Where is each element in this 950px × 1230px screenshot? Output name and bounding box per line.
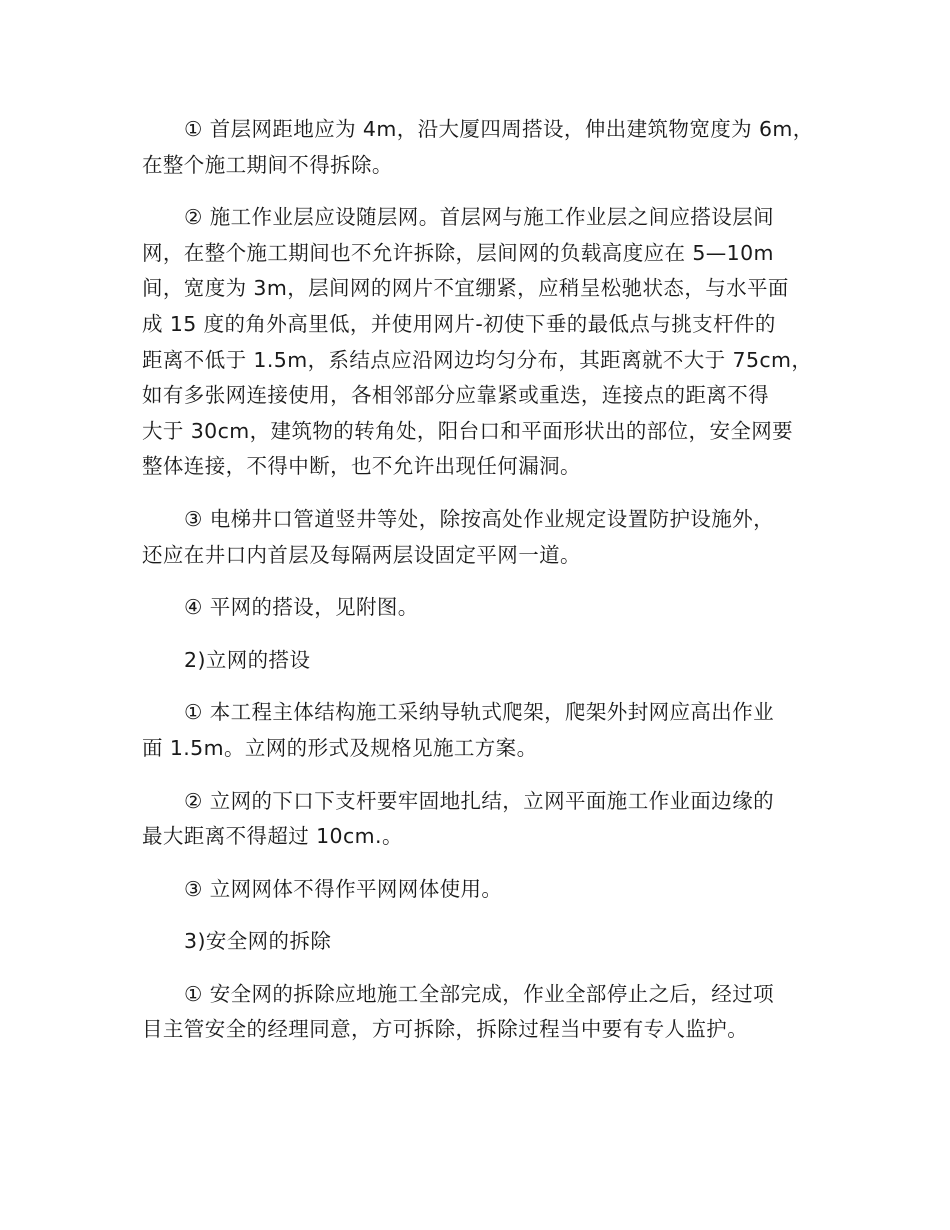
paragraph	[142, 112, 814, 183]
paragraph	[142, 200, 813, 485]
paragraph	[142, 784, 804, 855]
text-line: ③ 电梯井口管道竖井等处，除按高处作业规定设置防护设施外，	[184, 506, 774, 531]
paragraph	[142, 590, 804, 626]
text-line: 网，在整个施工期间也不允许拆除，层间网的负载高度应在 5—10m	[142, 240, 774, 265]
text-line: ② 立网的下口下支杆要牢固地扎结，立网平面施工作业面边缘的	[184, 788, 774, 813]
paragraph	[142, 502, 804, 573]
paragraph	[142, 643, 804, 679]
text-line: 3)安全网的拆除	[184, 929, 332, 954]
text-line: 在整个施工期间不得拆除。	[142, 152, 393, 177]
text-line: 最大距离不得超过 10cm.。	[142, 824, 403, 849]
document-body	[142, 112, 814, 1065]
text-line: 还应在井口内首层及每隔两层设固定平网一道。	[142, 542, 581, 567]
text-line: 成 15 度的角外高里低，并使用网片-初使下垂的最低点与挑支杆件的	[142, 311, 776, 336]
text-line: ① 安全网的拆除应地施工全部完成，作业全部停止之后，经过项	[184, 981, 774, 1006]
text-line: 间，宽度为 3m，层间网的网片不宜绷紧，应稍呈松驰状态，与水平面	[142, 276, 789, 301]
text-line: ④ 平网的搭设，见附图。	[184, 595, 419, 620]
text-line: 如有多张网连接使用，各相邻部分应靠紧或重迭，连接点的距离不得	[142, 383, 769, 408]
text-line: 大于 30cm，建筑物的转角处，阳台口和平面形状出的部位，安全网要	[142, 418, 794, 443]
paragraph	[142, 977, 804, 1048]
text-line: ③ 立网网体不得作平网网体使用。	[184, 876, 503, 901]
paragraph	[142, 695, 804, 766]
text-line: 2)立网的搭设	[184, 647, 311, 672]
paragraph	[142, 924, 804, 960]
text-line: 距离不低于 1.5m，系结点应沿网边均匀分布，其距离就不大于 75cm，	[142, 347, 813, 372]
text-line: ① 首层网距地应为 4m，沿大厦四周搭设，伸出建筑物宽度为 6m，	[184, 117, 814, 141]
text-line: ② 施工作业层应设随层网。首层网与施工作业层之间应搭设层间	[184, 205, 774, 230]
text-line: ① 本工程主体结构施工采纳导轨式爬架，爬架外封网应高出作业	[184, 700, 774, 725]
paragraph	[142, 872, 804, 908]
text-line: 整体连接，不得中断，也不允许出现任何漏洞。	[142, 454, 581, 479]
text-line: 面 1.5m。立网的形式及规格见施工方案。	[142, 735, 538, 760]
text-line: 目主管安全的经理同意，方可拆除，拆除过程当中要有专人监护。	[142, 1017, 749, 1042]
